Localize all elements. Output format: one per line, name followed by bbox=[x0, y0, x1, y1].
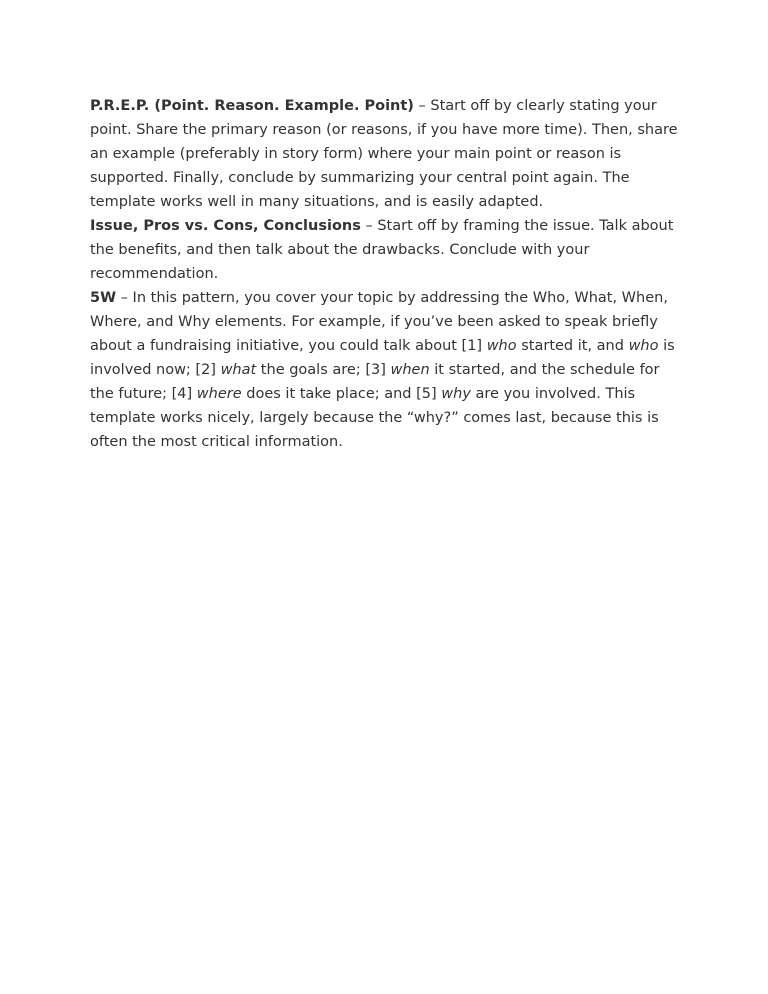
issue-text: – Start off by framing the issue. Talk about the benefits, and then talk about the drawbacks. Conclude with your recommendation. bbox=[90, 218, 674, 282]
issue-heading: Issue, Pros vs. Cons, Conclusions bbox=[90, 218, 361, 234]
five-w-text: does it take place; and [5] bbox=[241, 386, 442, 402]
document-body bbox=[90, 94, 680, 454]
five-w-text: started it, and bbox=[516, 338, 629, 354]
five-w-text: – In this pattern, you cover your topic by addressing the Who, What, When, Where, and Why elements. For example, if you’ve been asked to speak briefly about a fundraising initiative, you could talk about [1] bbox=[90, 290, 668, 354]
paragraph-5w bbox=[90, 286, 680, 454]
five-w-text: it started, and the schedule for the future; [4] bbox=[90, 362, 660, 402]
five-w-emphasis-when: when bbox=[390, 362, 430, 378]
five-w-emphasis-why: why bbox=[441, 386, 471, 402]
paragraph-issue bbox=[90, 214, 680, 286]
five-w-emphasis-where: where bbox=[196, 386, 242, 402]
five-w-emphasis-who-2: who bbox=[628, 338, 659, 354]
five-w-text: is involved now; [2] bbox=[90, 338, 675, 378]
five-w-emphasis-what: what bbox=[220, 362, 257, 378]
five-w-emphasis-who: who bbox=[486, 338, 517, 354]
prep-heading: P.R.E.P. (Point. Reason. Example. Point) bbox=[90, 98, 414, 114]
prep-text: – Start off by clearly stating your point. Share the primary reason (or reasons, if you have more time). Then, share an example (preferably in story form) where your main point or reason is supported. Finally, conclude by summarizing your central point again. The template works well in many situations, and is easily adapted. bbox=[90, 98, 678, 210]
five-w-text: are you involved. This template works nicely, largely because the “why?” comes last, because this is often the most critical information. bbox=[90, 386, 659, 450]
five-w-heading: 5W bbox=[90, 290, 117, 306]
five-w-text: the goals are; [3] bbox=[256, 362, 391, 378]
paragraph-prep bbox=[90, 94, 680, 214]
